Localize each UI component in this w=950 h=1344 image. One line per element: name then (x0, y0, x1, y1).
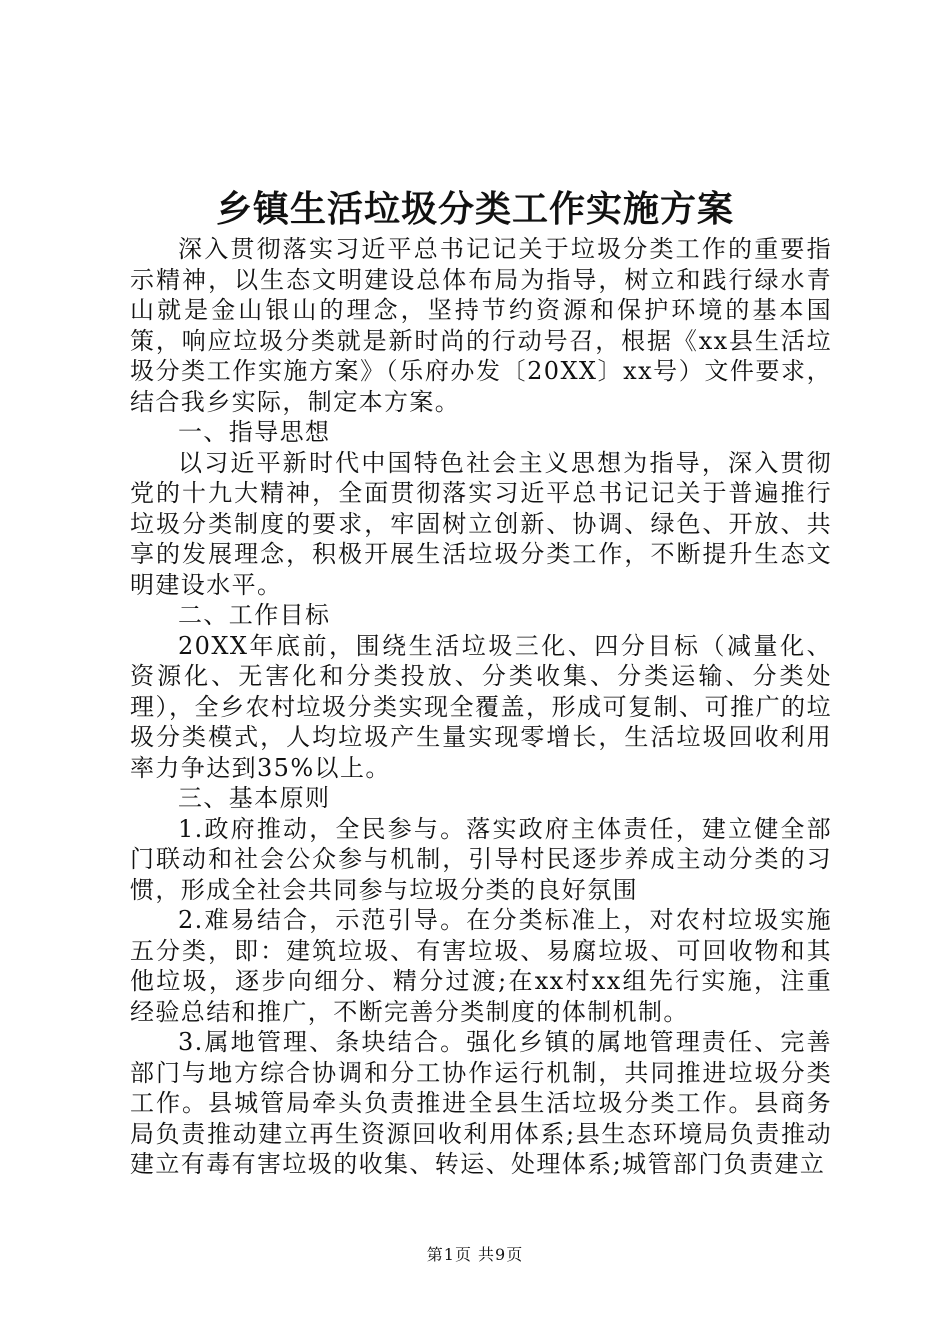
intro-paragraph: 深入贯彻落实习近平总书记记关于垃圾分类工作的重要指示精神，以生态文明建设总体布局为指导，树立和践行绿水青山就是金山银山的理念，坚持节约资源和保护环境的基本国策，响应垃圾分类就是新时尚的行动号召，根据《xx县生活垃圾分类工作实施方案》（乐府办发〔20XX〕xx号）文件要求，结合我乡实际，制定本方案。 (130, 235, 832, 416)
document-title: 乡镇生活垃圾分类工作实施方案 (215, 188, 734, 230)
section-heading-guiding-ideology: 一、指导思想 (178, 418, 331, 446)
document-body (130, 234, 832, 1180)
principle-2-paragraph: 2.难易结合，示范引导。在分类标准上，对农村垃圾实施五分类，即：建筑垃圾、有害垃圾、易腐垃圾、可回收物和其他垃圾，逐步向细分、精分过渡;在xx村xx组先行实施，注重经验总结和推广，不断完善分类制度的体制机制。 (130, 906, 832, 1026)
principle-3-paragraph: 3.属地管理、条块结合。强化乡镇的属地管理责任、完善部门与地方综合协调和分工协作运行机制，共同推进垃圾分类工作。县城管局牵头负责推进全县生活垃圾分类工作。县商务局负责推动建立再生资源回收利用体系;县生态环境局负责推动建立有毒有害垃圾的收集、转运、处理体系;城管部门负责建立 (130, 1028, 832, 1178)
section-heading-basic-principles: 三、基本原则 (178, 784, 331, 812)
work-goals-paragraph: 20XX年底前，围绕生活垃圾三化、四分目标（减量化、资源化、无害化和分类投放、分类收集、分类运输、分类处理），全乡农村垃圾分类实现全覆盖，形成可复制、可推广的垃圾分类模式，人均垃圾产生量实现零增长，生活垃圾回收利用率力争达到35%以上。 (130, 631, 832, 782)
page-footer: 第1页 共9页 (426, 1245, 524, 1264)
principle-1-paragraph: 1.政府推动，全民参与。落实政府主体责任，建立健全部门联动和社会公众参与机制，引导村民逐步养成主动分类的习惯，形成全社会共同参与垃圾分类的良好氛围 (130, 814, 832, 904)
section-heading-work-goals: 二、工作目标 (178, 601, 331, 629)
guiding-ideology-paragraph: 以习近平新时代中国特色社会主义思想为指导，深入贯彻党的十九大精神，全面贯彻落实习近平总书记记关于普遍推行垃圾分类制度的要求，牢固树立创新、协调、绿色、开放、共享的发展理念，积极开展生活垃圾分类工作，不断提升生态文明建设水平。 (130, 448, 832, 599)
